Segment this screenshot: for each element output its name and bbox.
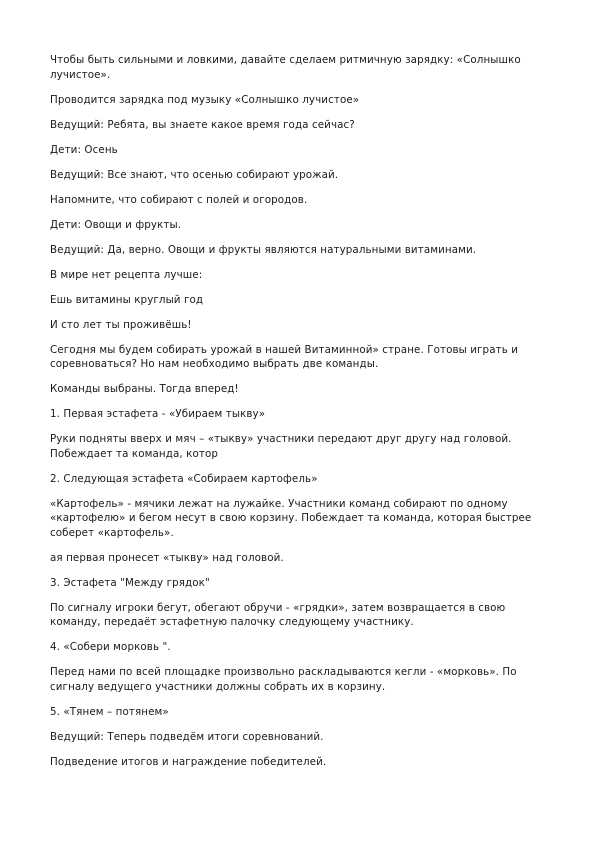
paragraph-relay-3-rules: По сигналу игроки бегут, обегают обручи - «грядки», затем возвращается в свою команду, передаёт эстафетную палочку следующему участнику. bbox=[50, 601, 506, 628]
paragraph-relay-1-rules: Руки подняты вверх и мяч – «тыкву» участники передают друг другу над головой. Побеждает та команда, котор bbox=[50, 433, 512, 460]
heading-relay-1: 1. Первая эстафета - «Убираем тыкву» bbox=[50, 408, 266, 420]
paragraph-poem-line-2: Ешь витамины круглый год bbox=[50, 293, 204, 306]
paragraph-host-results: Ведущий: Теперь подведём итоги соревнований. bbox=[50, 730, 324, 743]
paragraph-awards: Подведение итогов и награждение победителей. bbox=[50, 755, 327, 768]
paragraph-relay-1-continued: ая первая пронесет «тыкву» над головой. bbox=[50, 551, 284, 564]
document-body bbox=[50, 53, 550, 780]
paragraph-kids-vegetables: Дети: Овощи и фрукты. bbox=[50, 218, 182, 231]
paragraph-intro: Чтобы быть сильными и ловкими, давайте сделаем ритмичную зарядку: «Солнышко лучистое». bbox=[50, 54, 521, 81]
heading-relay-4: 4. «Собери морковь ". bbox=[50, 641, 171, 653]
paragraph-exercise: Проводится зарядка под музыку «Солнышко лучистое» bbox=[50, 93, 360, 106]
paragraph-relay-2-rules: «Картофель» - мячики лежат на лужайке. Участники команд собирают по одному «картофелю» и бегом несут в свою корзину. Побеждает та команда, которая быстрее соберет «картофель». bbox=[50, 497, 532, 539]
paragraph-teams: Команды выбраны. Тогда вперед! bbox=[50, 383, 239, 395]
heading-relay-3: 3. Эстафета "Между грядок" bbox=[50, 576, 210, 589]
paragraph-remind: Напомните, что собирают с полей и огородов. bbox=[50, 193, 308, 206]
paragraph-relay-4-rules: Перед нами по всей площадке произвольно раскладываются кегли - «морковь». По сигналу ведущего участники должны собрать их в корзину. bbox=[50, 666, 517, 693]
paragraph-host-harvest: Ведущий: Все знают, что осенью собирают урожай. bbox=[50, 168, 339, 181]
paragraph-host-question: Ведущий: Ребята, вы знаете какое время года сейчас? bbox=[50, 118, 355, 131]
paragraph-today: Сегодня мы будем собирать урожай в нашей Витаминной» стране. Готовы играть и соревноваться? Но нам необходимо выбрать две команды. bbox=[50, 343, 519, 370]
paragraph-host-vitamins: Ведущий: Да, верно. Овощи и фрукты являются натуральными витаминами. bbox=[50, 243, 477, 256]
paragraph-poem-line-1: В мире нет рецепта лучше: bbox=[50, 268, 203, 281]
heading-relay-5: 5. «Тянем – потянем» bbox=[50, 705, 169, 718]
paragraph-poem-line-3: И сто лет ты проживёшь! bbox=[50, 318, 192, 331]
heading-relay-2: 2. Следующая эстафета «Собираем картофель» bbox=[50, 472, 318, 485]
paragraph-kids-autumn: Дети: Осень bbox=[50, 143, 118, 156]
